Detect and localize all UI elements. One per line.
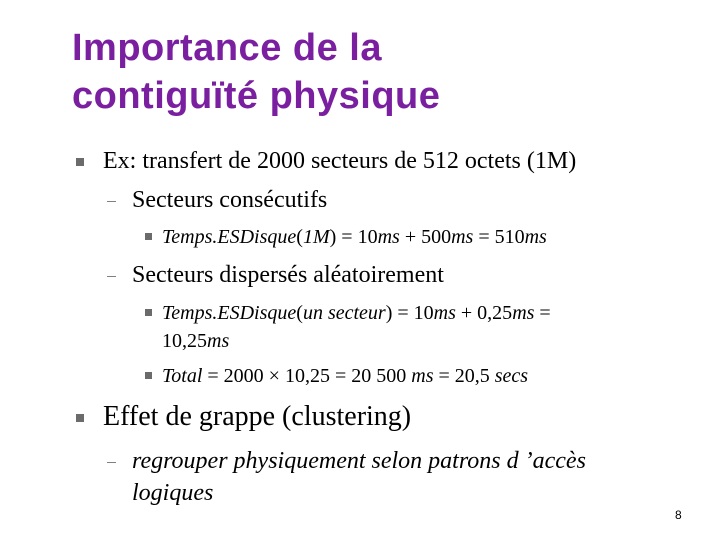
formula-total	[162, 363, 528, 389]
formula-text: ) = 10	[385, 302, 434, 324]
formula-text: (	[296, 226, 303, 248]
formula-term: Temps.ESDisque	[162, 302, 297, 324]
page-number: 8	[675, 508, 682, 522]
sub-bullet-dispersed: Secteurs dispersés aléatoirement	[132, 262, 444, 288]
sub-bullet-regroup-line-2: logiques	[132, 480, 214, 506]
formula-term: Total	[162, 365, 203, 387]
formula-unit: ms	[451, 226, 474, 248]
formula-unit: ms	[433, 302, 456, 324]
bullet-square-icon	[145, 233, 152, 240]
formula-text: = 2000 × 10,25 = 20 500	[202, 365, 412, 387]
dash-bullet-icon	[107, 276, 116, 277]
bullet-clustering: Effet de grappe (clustering)	[103, 401, 412, 432]
formula-text: + 0,25	[455, 302, 513, 324]
bullet-example: Ex: transfert de 2000 secteurs de 512 octets (1M)	[103, 148, 577, 174]
sub-bullet-regroup-line-1: regrouper physiquement selon patrons d ’accès	[132, 448, 586, 474]
dash-bullet-icon	[107, 201, 116, 202]
formula-text: = 20,5	[433, 365, 495, 387]
bullet-square-icon	[145, 372, 152, 379]
formula-text: ) = 10	[329, 226, 378, 248]
formula-term: 1M	[302, 226, 330, 248]
formula-unit: ms	[512, 302, 535, 324]
formula-text: (	[296, 302, 303, 324]
formula-unit: ms	[207, 330, 230, 352]
formula-unit: ms	[524, 226, 547, 248]
formula-term: Temps.ESDisque	[162, 226, 297, 248]
formula-dispersed	[162, 300, 551, 326]
formula-text: = 510	[473, 226, 525, 248]
title-line-1: Importance de la	[72, 27, 382, 69]
sub-bullet-consecutive: Secteurs consécutifs	[132, 187, 328, 213]
formula-term: un secteur	[302, 302, 386, 324]
bullet-square-icon	[76, 158, 84, 166]
formula-unit: ms	[377, 226, 400, 248]
formula-unit: ms	[411, 365, 434, 387]
formula-consecutive	[162, 224, 547, 250]
bullet-square-icon	[76, 414, 84, 422]
formula-text: 10,25	[162, 330, 207, 352]
dash-bullet-icon	[107, 462, 116, 463]
slide-title	[72, 24, 692, 120]
formula-text: + 500	[399, 226, 452, 248]
bullet-square-icon	[145, 309, 152, 316]
formula-text: =	[534, 302, 551, 324]
formula-dispersed-continued	[162, 328, 229, 354]
title-line-2: contiguïté physique	[72, 75, 441, 117]
formula-unit: secs	[494, 365, 529, 387]
